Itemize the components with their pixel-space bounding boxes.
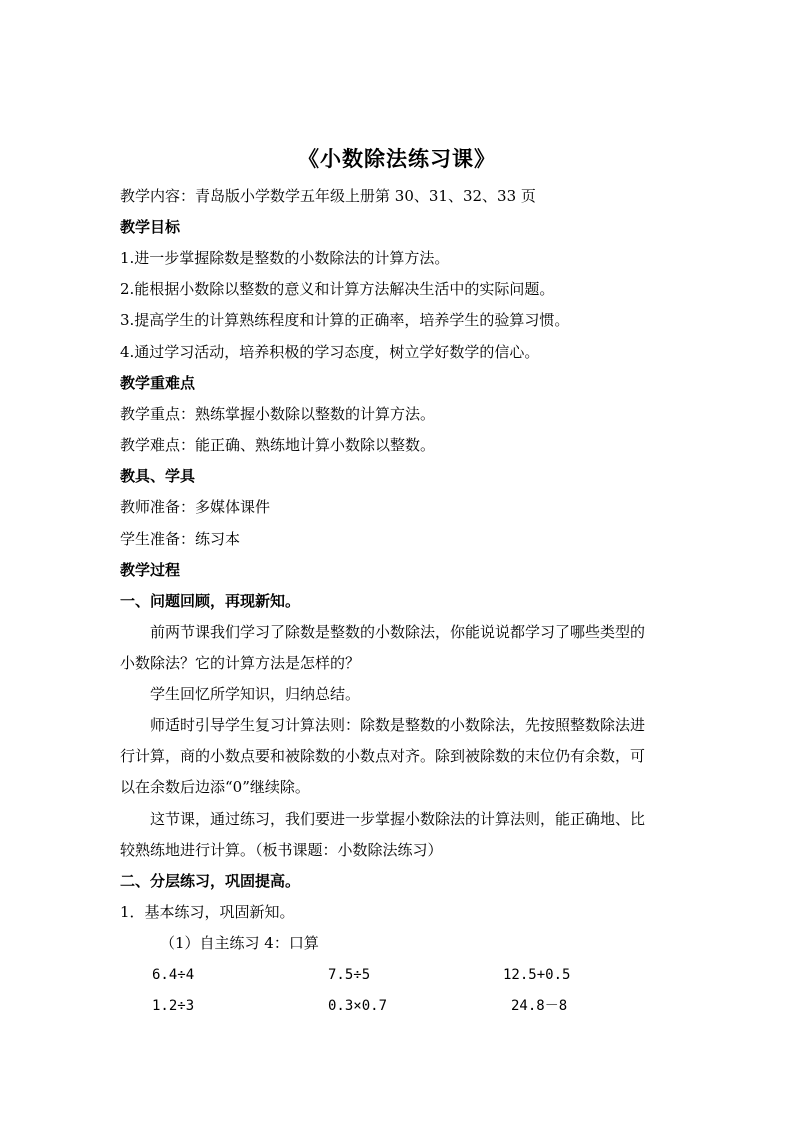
goal-item: 1.进一步掌握除数是整数的小数除法的计算方法。 (120, 249, 450, 267)
exercise-1-heading: （1）自主练习 4：口算 (160, 934, 319, 952)
key-points-heading: 教学重难点 (120, 374, 196, 392)
process-heading: 教学过程 (120, 561, 181, 579)
paragraph-4-line-2: 较熟练地进行计算。（板书课题：小数除法练习） (120, 841, 443, 859)
difficult-point: 教学难点：能正确、熟练地计算小数除以整数。 (120, 436, 436, 454)
problem: 12.5+0.5 (503, 967, 571, 983)
paragraph-2: 学生回忆所学知识，归纳总结。 (150, 685, 361, 703)
student-prep: 学生准备：练习本 (120, 530, 241, 548)
goal-item: 4.通过学习活动，培养积极的学习态度，树立学好数学的信心。 (120, 343, 540, 361)
paragraph-3-line-2: 行计算，商的小数点要和被除数的小数点对齐。除到被除数的末位仍有余数，可 (120, 747, 646, 765)
problem: 7.5÷5 (328, 967, 371, 983)
problem: 1.2÷3 (152, 998, 195, 1014)
goal-item: 3.提高学生的计算熟练程度和计算的正确率，培养学生的验算习惯。 (120, 311, 570, 329)
document-title: 《小数除法练习课》 (298, 146, 496, 171)
goal-item: 2.能根据小数除以整数的意义和计算方法解决生活中的实际问题。 (120, 280, 555, 298)
teacher-prep: 教师准备：多媒体课件 (120, 498, 271, 516)
section-1-heading: 一、问题回顾，再现新知。 (120, 592, 301, 610)
paragraph-3-line-3: 以在余数后边添“0”继续除。 (120, 778, 310, 796)
tools-heading: 教具、学具 (120, 467, 196, 485)
paragraph-1-line-2: 小数除法？它的计算方法是怎样的？ (120, 654, 361, 672)
teaching-content-line: 教学内容：青岛版小学数学五年级上册第 30、31、32、33 页 (120, 187, 536, 205)
paragraph-4-line-1: 这节课，通过练习，我们要进一步掌握小数除法的计算法则，能正确地、比 (150, 810, 646, 828)
paragraph-1-line-1: 前两节课我们学习了除数是整数的小数除法，你能说说都学习了哪些类型的 (150, 623, 646, 641)
problem: 24.8－8 (511, 998, 568, 1014)
goals-heading: 教学目标 (120, 218, 181, 236)
problem: 0.3×0.7 (328, 998, 388, 1014)
paragraph-3-line-1: 师适时引导学生复习计算法则：除数是整数的小数除法，先按照整数除法进 (150, 716, 646, 734)
section-2-heading: 二、分层练习，巩固提高。 (120, 872, 301, 890)
basic-practice-heading: 1．基本练习，巩固新知。 (120, 903, 295, 921)
problem: 6.4÷4 (152, 967, 195, 983)
key-point: 教学重点：熟练掌握小数除以整数的计算方法。 (120, 405, 436, 423)
